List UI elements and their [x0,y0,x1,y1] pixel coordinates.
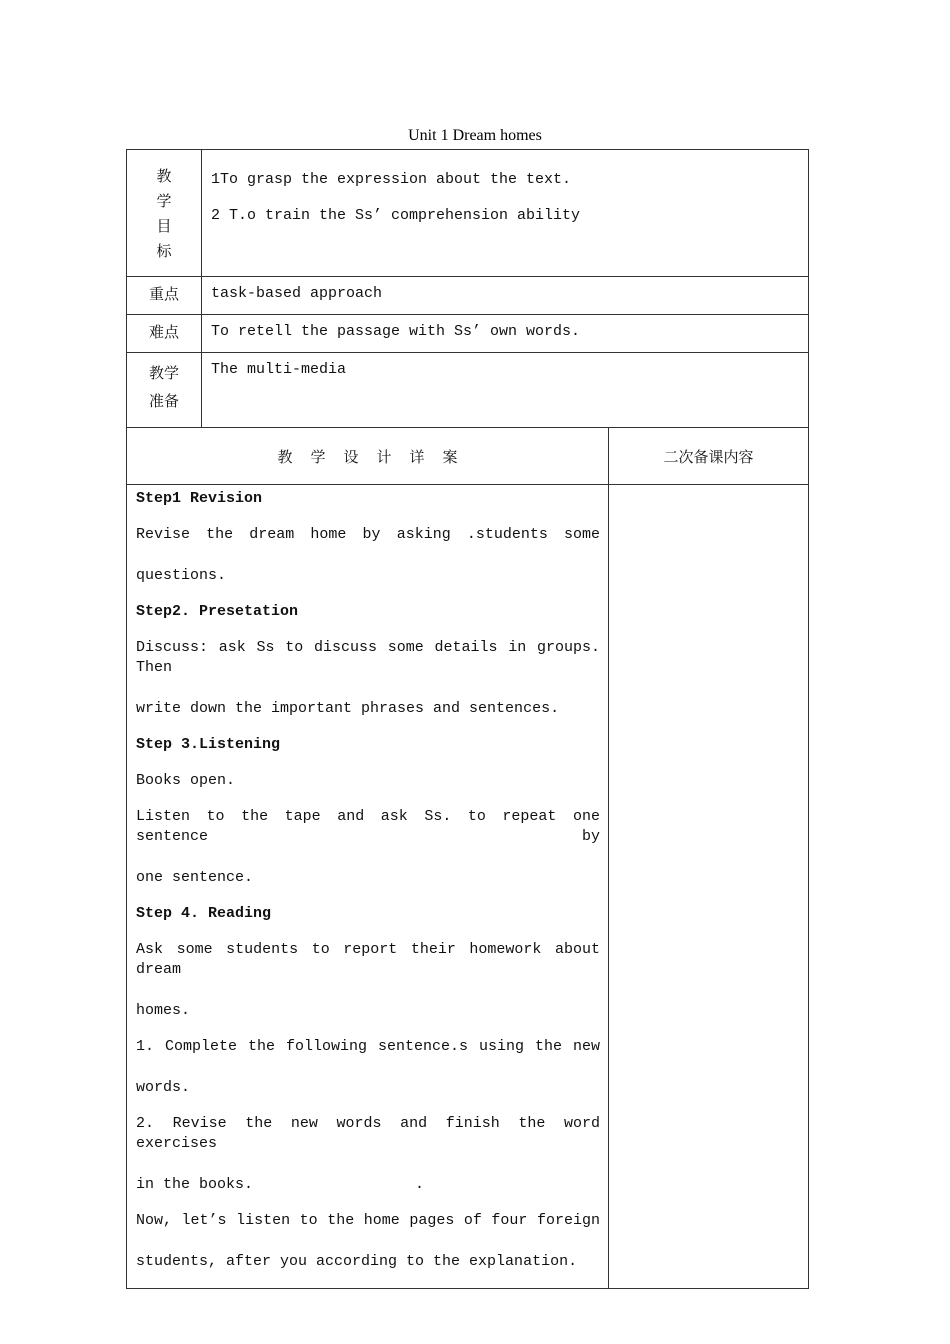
document-title: Unit 1 Dream homes [408,127,542,144]
step3-text-line: Books open. [136,772,236,789]
step4-text-line: 1. Complete the following sentence.s using the new [136,1038,600,1055]
step1-text-line: Revise the dream home by asking .students some [136,526,600,543]
preparation-row [127,353,809,428]
design-header-row [127,428,809,485]
design-header-main: 教学设计详案 [127,428,609,485]
step4-text-line: Ask some students to report their homework about dream [136,941,600,978]
second-preparation-cell [609,485,809,1289]
key-points-row [127,277,809,315]
preparation-label-line2: 准备 [148,392,179,410]
step4-text-line: homes. [136,1002,191,1019]
objective-item: 1To grasp the expression about the text. [211,171,572,188]
step1-title: Step1 Revision [136,490,263,507]
difficulties-label: 难点 [127,315,202,353]
step3-text-line: Listen to the tape and ask Ss. to repeat one sentence by [136,808,600,845]
step4-text-line: words. [136,1079,191,1096]
design-content-cell [127,485,609,1289]
step4-title: Step 4. Reading [136,905,272,922]
preparation-label-line1: 教学 [148,364,179,382]
difficulties-value: To retell the passage with Ss’ own words. [202,315,809,353]
lesson-design-table [126,427,809,1289]
step4-text-line: Now, let’s listen to the home pages of four foreign [136,1212,600,1229]
objective-item: 2 T.o train the Ss’ comprehension ability [211,207,581,224]
step2-text-line: write down the important phrases and sentences. [136,700,560,717]
preparation-value: The multi-media [202,353,809,428]
step4-text-line: students, after you according to the explanation. [136,1253,578,1270]
step2-text-line: Discuss: ask Ss to discuss some details in groups. Then [136,639,600,676]
key-points-value: task-based approach [202,277,809,315]
difficulties-row [127,315,809,353]
step3-text-line: one sentence. [136,869,254,886]
key-points-label: 重点 [127,277,202,315]
step4-text-line: 2. Revise the new words and finish the word exercises [136,1115,600,1152]
preparation-label [127,353,202,428]
design-body-row [127,485,809,1289]
step1-text-line: questions. [136,567,227,584]
step3-title: Step 3.Listening [136,736,281,753]
objectives-cell [202,150,809,277]
lesson-info-table [126,149,809,428]
step2-title: Step2. Presetation [136,603,299,620]
step4-text-line: in the books. . [136,1176,425,1193]
objectives-label [127,150,202,277]
objectives-row [127,150,809,277]
objectives-label-text: 教学目标 [156,167,172,260]
design-header-side: 二次备课内容 [609,428,809,485]
